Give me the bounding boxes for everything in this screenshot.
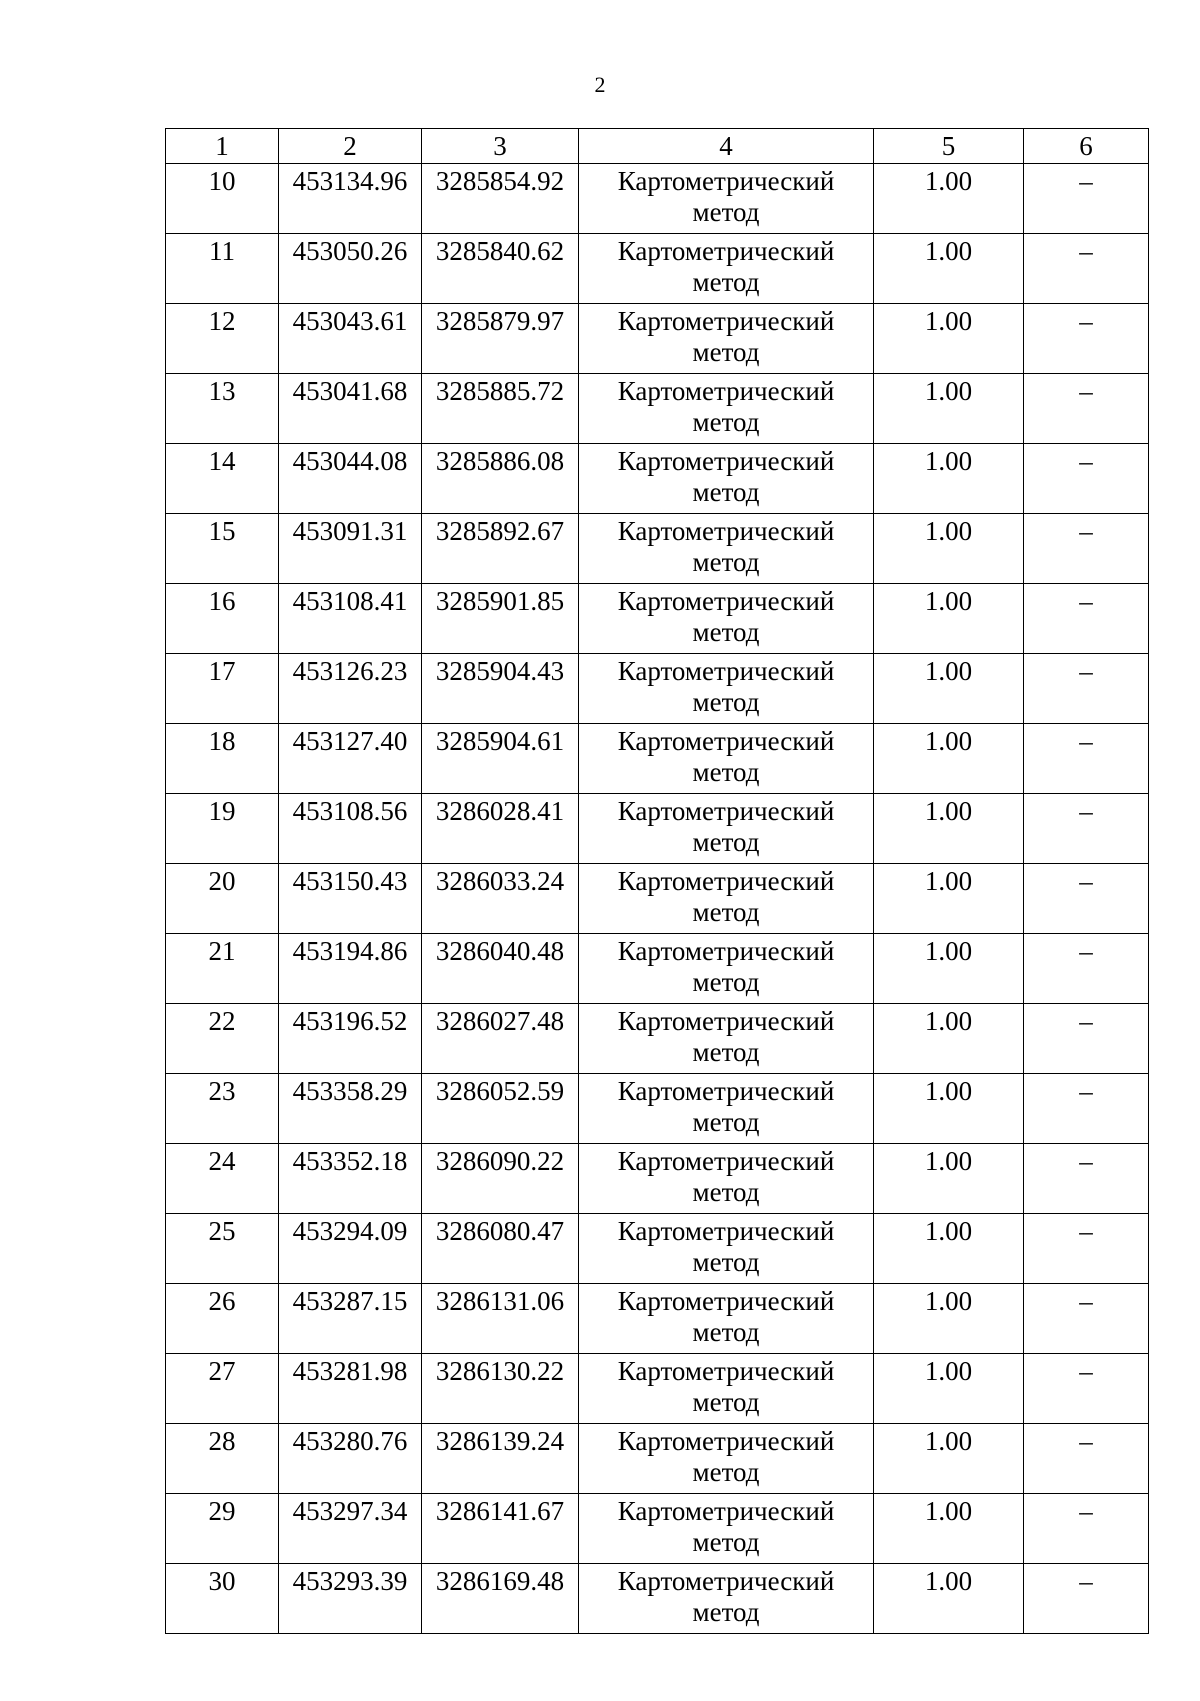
header-col-2: 2 xyxy=(279,129,422,164)
cell-coord-x: 453043.61 xyxy=(279,304,422,374)
table-row xyxy=(166,1424,1149,1494)
table-row xyxy=(166,304,1149,374)
cell-method xyxy=(579,1284,874,1354)
cell-point-number: 13 xyxy=(166,374,279,444)
cell-note: – xyxy=(1024,444,1149,514)
cell-accuracy: 1.00 xyxy=(874,514,1024,584)
cell-note: – xyxy=(1024,1214,1149,1284)
cell-method xyxy=(579,724,874,794)
cell-point-number: 12 xyxy=(166,304,279,374)
method-line-2: метод xyxy=(692,1527,760,1557)
cell-note: – xyxy=(1024,1494,1149,1564)
cell-point-number: 10 xyxy=(166,164,279,234)
cell-coord-x: 453150.43 xyxy=(279,864,422,934)
table-row xyxy=(166,794,1149,864)
cell-point-number: 28 xyxy=(166,1424,279,1494)
cell-note: – xyxy=(1024,654,1149,724)
method-line-2: метод xyxy=(692,197,760,227)
cell-note: – xyxy=(1024,374,1149,444)
method-line-2: метод xyxy=(692,617,760,647)
table-row xyxy=(166,724,1149,794)
method-line-1: Картометрический xyxy=(617,166,835,196)
method-line-1: Картометрический xyxy=(617,376,835,406)
cell-point-number: 18 xyxy=(166,724,279,794)
cell-coord-x: 453287.15 xyxy=(279,1284,422,1354)
cell-coord-x: 453358.29 xyxy=(279,1074,422,1144)
cell-point-number: 30 xyxy=(166,1564,279,1634)
cell-point-number: 20 xyxy=(166,864,279,934)
method-line-2: метод xyxy=(692,1457,760,1487)
method-line-2: метод xyxy=(692,687,760,717)
table-row xyxy=(166,1564,1149,1634)
cell-note: – xyxy=(1024,304,1149,374)
method-line-1: Картометрический xyxy=(617,726,835,756)
table-row xyxy=(166,654,1149,724)
cell-accuracy: 1.00 xyxy=(874,164,1024,234)
cell-method xyxy=(579,444,874,514)
cell-accuracy: 1.00 xyxy=(874,584,1024,654)
cell-point-number: 22 xyxy=(166,1004,279,1074)
method-line-1: Картометрический xyxy=(617,1566,835,1596)
cell-note: – xyxy=(1024,584,1149,654)
cell-coord-y: 3286131.06 xyxy=(422,1284,579,1354)
cell-note: – xyxy=(1024,1354,1149,1424)
cell-coord-x: 453108.41 xyxy=(279,584,422,654)
cell-coord-y: 3285886.08 xyxy=(422,444,579,514)
cell-point-number: 23 xyxy=(166,1074,279,1144)
cell-method xyxy=(579,654,874,724)
cell-accuracy: 1.00 xyxy=(874,1354,1024,1424)
cell-coord-y: 3285904.43 xyxy=(422,654,579,724)
cell-accuracy: 1.00 xyxy=(874,794,1024,864)
method-line-1: Картометрический xyxy=(617,866,835,896)
cell-coord-y: 3286033.24 xyxy=(422,864,579,934)
method-line-1: Картометрический xyxy=(617,1426,835,1456)
method-line-1: Картометрический xyxy=(617,936,835,966)
method-line-2: метод xyxy=(692,827,760,857)
cell-point-number: 24 xyxy=(166,1144,279,1214)
cell-coord-x: 453194.86 xyxy=(279,934,422,1004)
cell-method xyxy=(579,234,874,304)
cell-accuracy: 1.00 xyxy=(874,444,1024,514)
cell-note: – xyxy=(1024,1424,1149,1494)
method-line-2: метод xyxy=(692,267,760,297)
cell-point-number: 14 xyxy=(166,444,279,514)
cell-coord-y: 3286139.24 xyxy=(422,1424,579,1494)
method-line-1: Картометрический xyxy=(617,236,835,266)
table-row xyxy=(166,444,1149,514)
cell-method xyxy=(579,1144,874,1214)
table-row xyxy=(166,1354,1149,1424)
method-line-1: Картометрический xyxy=(617,1006,835,1036)
cell-note: – xyxy=(1024,794,1149,864)
table-row xyxy=(166,864,1149,934)
method-line-2: метод xyxy=(692,897,760,927)
cell-coord-y: 3286090.22 xyxy=(422,1144,579,1214)
cell-coord-x: 453091.31 xyxy=(279,514,422,584)
cell-note: – xyxy=(1024,1144,1149,1214)
cell-coord-y: 3285885.72 xyxy=(422,374,579,444)
cell-coord-y: 3286028.41 xyxy=(422,794,579,864)
method-line-1: Картометрический xyxy=(617,796,835,826)
method-line-1: Картометрический xyxy=(617,656,835,686)
method-line-1: Картометрический xyxy=(617,1076,835,1106)
cell-coord-x: 453280.76 xyxy=(279,1424,422,1494)
coordinates-table xyxy=(165,128,1149,1634)
cell-point-number: 25 xyxy=(166,1214,279,1284)
cell-method xyxy=(579,1074,874,1144)
cell-coord-y: 3285892.67 xyxy=(422,514,579,584)
cell-note: – xyxy=(1024,934,1149,1004)
method-line-2: метод xyxy=(692,757,760,787)
cell-method xyxy=(579,794,874,864)
method-line-2: метод xyxy=(692,477,760,507)
cell-point-number: 17 xyxy=(166,654,279,724)
header-col-1: 1 xyxy=(166,129,279,164)
cell-coord-y: 3285904.61 xyxy=(422,724,579,794)
cell-accuracy: 1.00 xyxy=(874,1214,1024,1284)
cell-coord-x: 453126.23 xyxy=(279,654,422,724)
cell-coord-y: 3285840.62 xyxy=(422,234,579,304)
cell-method xyxy=(579,304,874,374)
cell-note: – xyxy=(1024,864,1149,934)
cell-method xyxy=(579,1424,874,1494)
cell-accuracy: 1.00 xyxy=(874,304,1024,374)
table-row xyxy=(166,1004,1149,1074)
cell-coord-y: 3285879.97 xyxy=(422,304,579,374)
table-header-row xyxy=(166,129,1149,164)
cell-note: – xyxy=(1024,1074,1149,1144)
cell-point-number: 19 xyxy=(166,794,279,864)
cell-coord-y: 3286080.47 xyxy=(422,1214,579,1284)
cell-method xyxy=(579,584,874,654)
method-line-2: метод xyxy=(692,1317,760,1347)
cell-accuracy: 1.00 xyxy=(874,654,1024,724)
table-row xyxy=(166,1284,1149,1354)
method-line-2: метод xyxy=(692,1037,760,1067)
method-line-2: метод xyxy=(692,547,760,577)
method-line-1: Картометрический xyxy=(617,446,835,476)
cell-accuracy: 1.00 xyxy=(874,234,1024,304)
cell-coord-x: 453050.26 xyxy=(279,234,422,304)
method-line-2: метод xyxy=(692,1387,760,1417)
cell-method xyxy=(579,1004,874,1074)
method-line-1: Картометрический xyxy=(617,1356,835,1386)
cell-point-number: 15 xyxy=(166,514,279,584)
cell-accuracy: 1.00 xyxy=(874,1494,1024,1564)
table-row xyxy=(166,1074,1149,1144)
cell-point-number: 16 xyxy=(166,584,279,654)
method-line-1: Картометрический xyxy=(617,1496,835,1526)
cell-coord-x: 453108.56 xyxy=(279,794,422,864)
cell-point-number: 21 xyxy=(166,934,279,1004)
cell-coord-y: 3286052.59 xyxy=(422,1074,579,1144)
page-number: 2 xyxy=(594,72,606,97)
cell-coord-y: 3286027.48 xyxy=(422,1004,579,1074)
cell-note: – xyxy=(1024,1004,1149,1074)
table-row xyxy=(166,164,1149,234)
cell-method xyxy=(579,514,874,584)
cell-accuracy: 1.00 xyxy=(874,724,1024,794)
cell-accuracy: 1.00 xyxy=(874,864,1024,934)
method-line-2: метод xyxy=(692,1107,760,1137)
cell-point-number: 29 xyxy=(166,1494,279,1564)
method-line-1: Картометрический xyxy=(617,1286,835,1316)
header-col-3: 3 xyxy=(422,129,579,164)
cell-coord-x: 453127.40 xyxy=(279,724,422,794)
cell-accuracy: 1.00 xyxy=(874,1564,1024,1634)
cell-method xyxy=(579,864,874,934)
table-row xyxy=(166,374,1149,444)
cell-coord-x: 453041.68 xyxy=(279,374,422,444)
cell-method xyxy=(579,374,874,444)
method-line-1: Картометрический xyxy=(617,1146,835,1176)
header-col-4: 4 xyxy=(579,129,874,164)
method-line-2: метод xyxy=(692,337,760,367)
cell-point-number: 26 xyxy=(166,1284,279,1354)
table-row xyxy=(166,934,1149,1004)
method-line-2: метод xyxy=(692,407,760,437)
cell-note: – xyxy=(1024,514,1149,584)
cell-coord-y: 3286130.22 xyxy=(422,1354,579,1424)
cell-coord-y: 3286040.48 xyxy=(422,934,579,1004)
table-row xyxy=(166,1494,1149,1564)
header-col-5: 5 xyxy=(874,129,1024,164)
method-line-1: Картометрический xyxy=(617,516,835,546)
cell-coord-y: 3285901.85 xyxy=(422,584,579,654)
cell-coord-x: 453297.34 xyxy=(279,1494,422,1564)
table-body xyxy=(166,164,1149,1634)
cell-point-number: 27 xyxy=(166,1354,279,1424)
cell-method xyxy=(579,1354,874,1424)
table-row xyxy=(166,1144,1149,1214)
cell-coord-x: 453196.52 xyxy=(279,1004,422,1074)
cell-coord-x: 453294.09 xyxy=(279,1214,422,1284)
cell-point-number: 11 xyxy=(166,234,279,304)
cell-note: – xyxy=(1024,1564,1149,1634)
cell-coord-x: 453134.96 xyxy=(279,164,422,234)
cell-method xyxy=(579,934,874,1004)
table-row xyxy=(166,1214,1149,1284)
cell-note: – xyxy=(1024,724,1149,794)
cell-method xyxy=(579,164,874,234)
table-row xyxy=(166,584,1149,654)
method-line-1: Картометрический xyxy=(617,1216,835,1246)
cell-note: – xyxy=(1024,1284,1149,1354)
cell-coord-y: 3286169.48 xyxy=(422,1564,579,1634)
cell-method xyxy=(579,1564,874,1634)
cell-method xyxy=(579,1494,874,1564)
method-line-1: Картометрический xyxy=(617,586,835,616)
method-line-2: метод xyxy=(692,1597,760,1627)
cell-accuracy: 1.00 xyxy=(874,1074,1024,1144)
method-line-1: Картометрический xyxy=(617,306,835,336)
cell-coord-y: 3285854.92 xyxy=(422,164,579,234)
table-row xyxy=(166,514,1149,584)
cell-coord-x: 453293.39 xyxy=(279,1564,422,1634)
cell-note: – xyxy=(1024,164,1149,234)
cell-coord-x: 453352.18 xyxy=(279,1144,422,1214)
cell-accuracy: 1.00 xyxy=(874,374,1024,444)
method-line-2: метод xyxy=(692,967,760,997)
cell-accuracy: 1.00 xyxy=(874,1144,1024,1214)
header-col-6: 6 xyxy=(1024,129,1149,164)
cell-accuracy: 1.00 xyxy=(874,1004,1024,1074)
method-line-2: метод xyxy=(692,1247,760,1277)
cell-method xyxy=(579,1214,874,1284)
cell-accuracy: 1.00 xyxy=(874,934,1024,1004)
cell-coord-x: 453281.98 xyxy=(279,1354,422,1424)
cell-coord-y: 3286141.67 xyxy=(422,1494,579,1564)
cell-coord-x: 453044.08 xyxy=(279,444,422,514)
table-row xyxy=(166,234,1149,304)
cell-note: – xyxy=(1024,234,1149,304)
cell-accuracy: 1.00 xyxy=(874,1424,1024,1494)
cell-accuracy: 1.00 xyxy=(874,1284,1024,1354)
method-line-2: метод xyxy=(692,1177,760,1207)
